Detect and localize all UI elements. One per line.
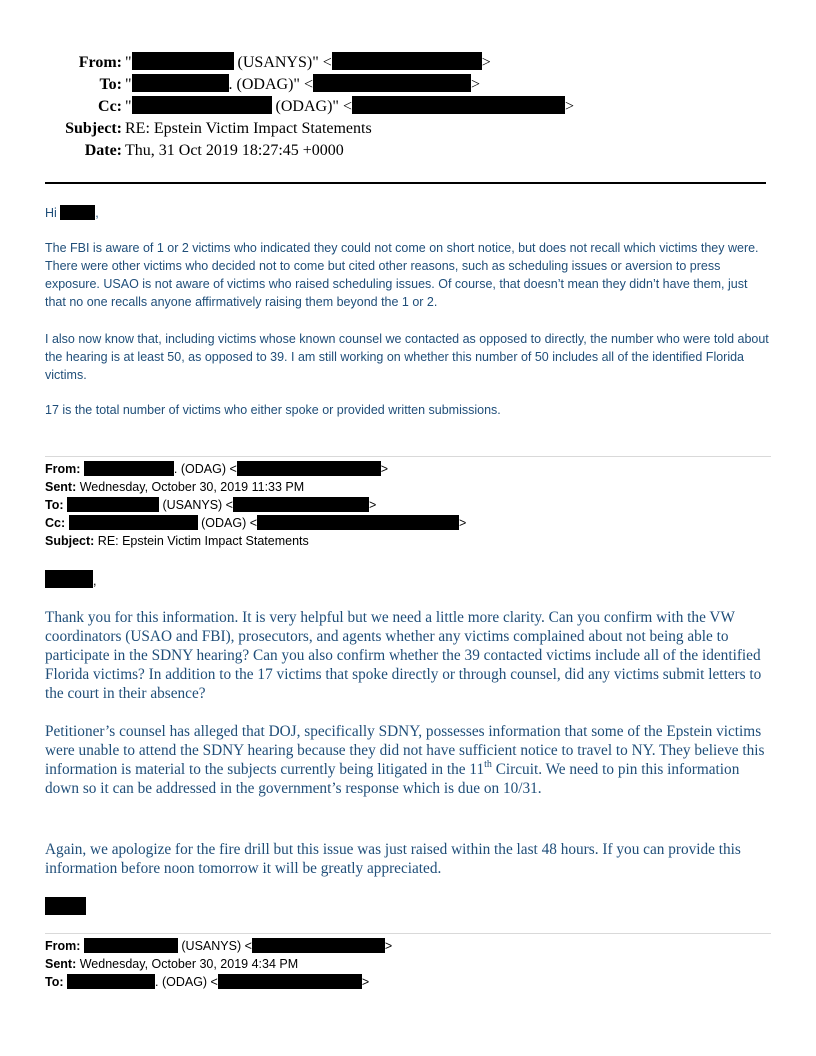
date-value: Thu, 31 Oct 2019 18:27:45 +0000 (125, 142, 344, 159)
redaction (69, 515, 198, 530)
msg2-subject-row: Subject: RE: Epstein Victim Impact Statements (45, 534, 309, 548)
reply-paragraph-3: 17 is the total number of victims who either spoke or provided written submissions. (45, 403, 501, 417)
msg2-sent-row: Sent: Wednesday, October 30, 2019 11:33 PM (45, 480, 305, 494)
redaction (218, 974, 362, 989)
redaction (67, 497, 159, 512)
from-value: " (USANYS)" < > (125, 54, 491, 71)
to-label: To: (99, 76, 122, 93)
reply-greeting: Hi , (45, 206, 99, 220)
subject-label: Subject: (65, 120, 122, 137)
msg3-from-row: From: (USANYS) < > (45, 939, 393, 953)
redaction (313, 74, 471, 92)
msg2-paragraph-1: Thank you for this information. It is very helpful but we need a little more clarity. Can you confirm with the VW coordinators (USAO and FBI), prosecutors, and agents whether any victims complained about not being able to participate in the SDNY hearing? Can you also confirm whether the 39 contacted victims include all of the identified Florida victims? In addition to the 17 victims that spoke directly or through counsel, did any victims submit letters to the court in their absence? (45, 609, 762, 702)
redaction (237, 461, 381, 476)
date-label: Date: (84, 142, 122, 159)
redaction (84, 461, 174, 476)
message-separator (45, 456, 771, 457)
msg2-paragraph-2: Petitioner’s counsel has alleged that DOJ, specifically SDNY, possesses information that some of the Epstein victims were unable to attend the SDNY hearing because they did not have sufficient notice to travel to NY. They believe this information is material to the subjects currently being litigated in the 11th Circuit. We need to pin this information down so it can be addressed in the government’s response which is due on 10/31. (45, 723, 765, 797)
msg2-greeting: , (45, 570, 96, 590)
to-value: " . (ODAG)" < > (125, 76, 480, 93)
msg2-paragraph-3: Again, we apologize for the fire drill but this issue was just raised within the last 48 hours. If you can provide this information before noon tomorrow it will be greatly appreciated. (45, 841, 741, 877)
reply-paragraph-1: The FBI is aware of 1 or 2 victims who indicated they could not come on short notice, but does not recall which victims they were. There were other victims who decided not to come but cited other reasons, such as scheduling issues or aversion to press exposure. USAO is not aware of victims who raised scheduling issues. Of course, that doesn’t mean they didn’t have them, just that no one recalls anyone affirmatively raising them beyond the 1 or 2. (45, 241, 759, 309)
redaction (60, 205, 95, 220)
msg3-to-row: To: . (ODAG) < > (45, 975, 370, 989)
redaction (132, 96, 272, 114)
msg2-to-row: To: (USANYS) < > (45, 498, 377, 512)
redaction (233, 497, 369, 512)
redaction (132, 52, 234, 70)
redaction (257, 515, 459, 530)
msg3-sent-row: Sent: Wednesday, October 30, 2019 4:34 PM (45, 957, 299, 971)
message-separator (45, 933, 771, 934)
redaction (132, 74, 229, 92)
redaction (332, 52, 482, 70)
redaction (45, 570, 93, 588)
signature-redaction (45, 897, 86, 915)
subject-value: RE: Epstein Victim Impact Statements (125, 120, 372, 137)
from-label: From: (78, 54, 122, 71)
msg2-from-row: From: . (ODAG) < > (45, 462, 389, 476)
redaction (352, 96, 565, 114)
redaction (252, 938, 385, 953)
msg2-cc-row: Cc: (ODAG) < > (45, 516, 467, 530)
cc-value: " (ODAG)" < > (125, 98, 574, 115)
redaction (67, 974, 155, 989)
cc-label: Cc: (98, 98, 122, 115)
header-divider (45, 182, 766, 184)
reply-paragraph-2: I also now know that, including victims whose known counsel we contacted as opposed to directly, the number who were told about the hearing is at least 50, as opposed to 39. I am still working on whether this number of 50 includes all of the identified Florida victims. (45, 332, 769, 382)
redaction (84, 938, 178, 953)
